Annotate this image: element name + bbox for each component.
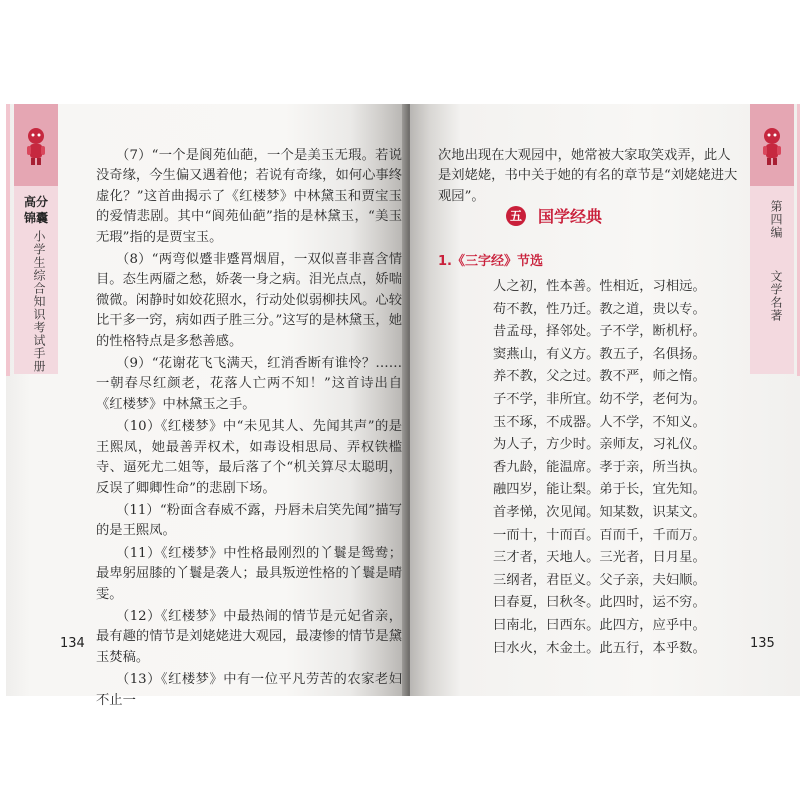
section-number-badge: 五 <box>506 206 526 226</box>
verse-line: 昔孟母，择邻处。子不学，断机杼。 <box>493 324 706 340</box>
verse-line: 为人子，方少时。亲师友，习礼仪。 <box>493 437 706 453</box>
verse-line: 曰南北，曰西东。此四方，应乎中。 <box>493 617 706 633</box>
section-title: 国学经典 <box>538 207 603 226</box>
verse-line: 玉不琢，不成器。人不学，不知义。 <box>493 414 706 430</box>
verse-line: 子不学，非所宜。幼不学，老何为。 <box>493 391 706 407</box>
subsection-title: 1.《三字经》节选 <box>438 254 543 269</box>
side-header <box>14 194 58 226</box>
verse-line: 人之初，性本善。性相近，习相远。 <box>493 279 706 294</box>
part-label: 第四编 <box>769 200 783 239</box>
page-number-right: 135 <box>750 636 775 651</box>
right-page <box>410 104 800 696</box>
verse-line: 一而十，十而百。百而千，千而万。 <box>493 527 706 543</box>
right-page-tab <box>750 104 794 186</box>
paragraph: 次地出现在大观园中，她常被大家取笑戏弄，此人是刘姥姥，书中关于她的有名的章节是“刘姥姥进大观园”。 <box>438 148 738 204</box>
paragraph: （13）《红楼梦》中有一位平凡劳苦的农家老妇不止一 <box>96 672 402 708</box>
right-side-strip <box>750 186 794 374</box>
side-header-line-2: 锦囊 <box>23 211 48 225</box>
verse-line: 养不教，父之过。教不严，师之惰。 <box>493 369 706 385</box>
part-title: 文学名著 <box>769 270 783 322</box>
verse-line: 三才者，天地人。三光者，日月星。 <box>493 550 706 566</box>
paragraph: （10）《红楼梦》中“未见其人、先闻其声”的是王熙凤，她最善弄权术，如毒设相思局、弄权铁槛寺、逼死尤二姐等，最后落了个“机关算尽太聪明，反误了卿卿性命”的悲剧下场。 <box>96 419 402 496</box>
verse-line: 曰水火，木金土。此五行，本乎数。 <box>493 640 706 656</box>
paragraph: （11）“粉面含春威不露，丹唇未启笑先闻”描写的是王熙凤。 <box>96 502 402 539</box>
verse-line: 融四岁，能让梨。弟于长，宜先知。 <box>493 482 706 498</box>
paragraph: （11）《红楼梦》中性格最刚烈的丫鬟是鸳鸯；最卑躬屈膝的丫鬟是袭人；最具叛逆性格的丫鬟是晴雯。 <box>96 545 402 602</box>
page-number-left: 134 <box>60 636 85 651</box>
mascot-icon <box>24 126 48 166</box>
section-heading <box>506 204 602 227</box>
verse-line: 窦燕山，有义方。教五子，名俱扬。 <box>493 346 706 362</box>
mascot-icon <box>760 126 784 166</box>
verse-line: 香九龄，能温席。孝于亲，所当执。 <box>493 459 706 475</box>
paragraph: （9）“花谢花飞飞满天，红消香断有谁怜？……一朝春尽红颜老，花落人亡两不知！”这首诗出自《红楼梦》中林黛玉之手。 <box>96 356 402 412</box>
right-continuation-text <box>438 146 738 207</box>
side-header-line-1: 高分 <box>23 195 48 209</box>
book-series-title: 小学生综合知识考试手册 <box>32 230 46 373</box>
left-page <box>6 104 406 708</box>
verse-line: 曰春夏，曰秋冬。此四时，运不穷。 <box>493 595 706 611</box>
verse-line: 首孝悌，次见闻。知某数，识某文。 <box>493 504 706 520</box>
verse-list <box>493 276 733 660</box>
paragraph: （12）《红楼梦》中最热闹的情节是元妃省亲，最有趣的情节是刘姥姥进大观园，最凄惨的情节是黛玉焚稿。 <box>96 608 402 665</box>
left-body-text <box>96 146 402 713</box>
left-side-strip <box>14 186 58 374</box>
paragraph: （7）“一个是阆苑仙葩，一个是美玉无瑕。若说没奇缘，今生偏又遇着他；若说有奇缘，如何心事终虚化？”这首曲揭示了《红楼梦》中林黛玉和贾宝玉的爱情悲剧。其中“阆苑仙葩”指的是林黛玉，“美玉无瑕”指的是贾宝玉。 <box>96 148 402 245</box>
open-book <box>6 104 800 708</box>
left-page-edge-strip <box>6 104 10 376</box>
verse-line: 苟不教，性乃迁。教之道，贵以专。 <box>493 301 706 317</box>
left-page-tab <box>14 104 58 186</box>
paragraph: （8）“两弯似蹙非蹙罥烟眉，一双似喜非喜含情目。态生两靥之愁，娇袭一身之病。泪光点点，娇喘微微。闲静时如姣花照水，行动处似弱柳扶风。心较比干多一窍，病如西子胜三分。”这写的是林黛玉，她的性格特点是多愁善感。 <box>96 252 402 349</box>
verse-line: 三纲者，君臣义。父子亲，夫妇顺。 <box>493 572 706 588</box>
